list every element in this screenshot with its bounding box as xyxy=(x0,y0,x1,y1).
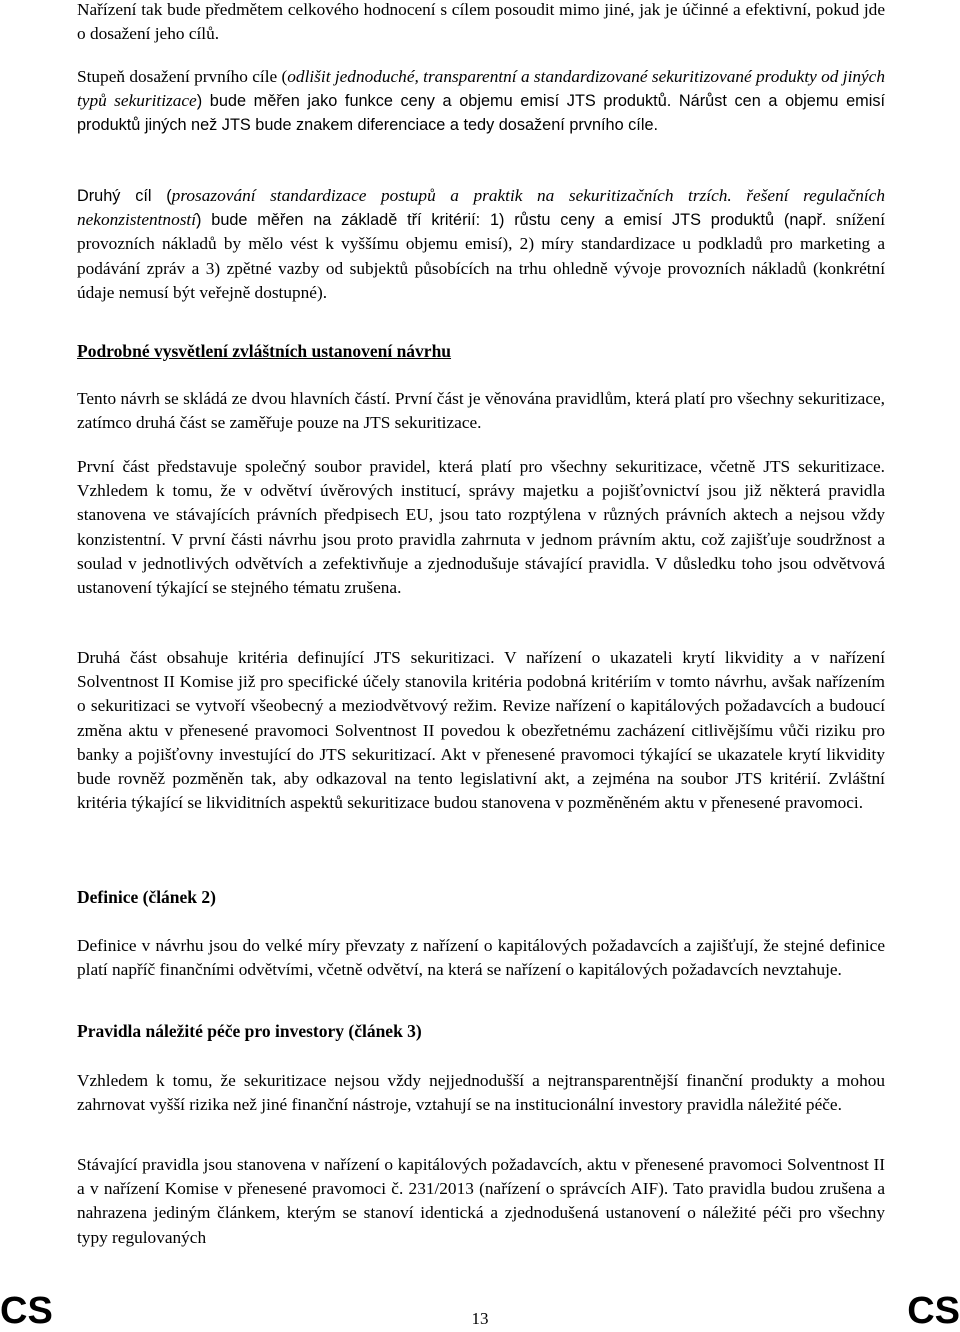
paragraph-structure: Tento návrh se skládá ze dvou hlavních částí. První část je věnována pravidlům, která platí pro všechny sekuritizace, zatímco druhá část se zaměřuje pouze na JTS sekuritizace. xyxy=(77,389,885,433)
second-objective-italic: prosazování standardizace postupů a praktik na sekuritizačních trzích. řešení regulačních nekonzistentností xyxy=(77,186,885,230)
paragraph-second-part: Druhá část obsahuje kritéria definující JTS sekuritizaci. V nařízení o ukazateli krytí likvidity a v nařízení Solventnost II Komise již pro specifické účely stanovila kritéria podobná kritériím v tomto návrhu, avšak nařízením o sekuritizaci se vytvoří všeobecný a meziodvětvový režim. Revize nařízení o kapitálových požadavcích a budoucí změna aktu v přenesené pravomoci Solventnost II povedou k obezřetnému zacházení citlivějšímu vůči riziku pro banky a pojišťovny investující do JTS sekuritizací. Akt v přenesené pravomoci týkající se ukazatele krytí likvidity bude rovněž pozměněn tak, aby odkazoval na tento legislativní akt, a zejména na soubor JTS kritérií. Zvláštní kritéria týkající se likviditních aspektů sekuritizace budou stanovena v pozměněném aktu v přenesené pravomoci. xyxy=(77,648,885,813)
page-number: 13 xyxy=(471,1309,489,1328)
paragraph-definitions: Definice v návrhu jsou do velké míry převzaty z nařízení o kapitálových požadavcích a zajišťují, že stejné definice platí napříč finančními odvětvími, včetně odvětví, na která se nařízení o kapitálových požadavcích nevztahuje. xyxy=(77,936,885,980)
first-objective-italic: odlišit jednoduché, transparentní a standardizované sekuritizované produkty od jiných typů sekuritizace xyxy=(77,67,885,111)
footer-language-right: CS xyxy=(907,1290,960,1332)
heading-definitions: Definice (článek 2) xyxy=(77,887,216,907)
second-objective-lead: Druhý cíl ( xyxy=(77,187,172,205)
paragraph-second-objective xyxy=(77,184,885,305)
heading-detailed-explanation: Podrobné vysvětlení zvláštních ustanovení návrhu xyxy=(77,341,452,361)
first-objective-lead: Stupeň dosažení prvního cíle ( xyxy=(77,67,288,86)
paragraph-due-diligence: Vzhledem k tomu, že sekuritizace nejsou vždy nejjednodušší a nejtransparentnější finanční produkty a mohou zahrnovat vyšší rizika než jiné finanční nástroje, vztahují se na institucionální investory pravidla náležité péče. xyxy=(77,1071,885,1115)
footer-language-left: CS xyxy=(0,1290,53,1332)
second-objective-criteria: ) bude měřen na základě tří kritérií: 1) růstu ceny a emisí JTS produktů (např. xyxy=(196,211,827,230)
first-objective-rest: ) bude měřen jako funkce ceny a objemu emisí JTS produktů. Nárůst cen a objemu emisí produktů jiných než JTS bude znakem diferenciace a tedy dosažení prvního cíle. xyxy=(77,92,885,135)
paragraph-existing-rules: Stávající pravidla jsou stanovena v nařízení o kapitálových požadavcích, aktu v přenesené pravomoci Solventnost II a v nařízení Komise v přenesené pravomoci č. 231/2013 (nařízení o správcích AIF). Tato pravidla budou zrušena a nahrazena jediným článkem, kterým se stanoví identická a zjednodušená ustanovení o náležité péči pro všechny typy regulovaných xyxy=(77,1155,885,1247)
paragraph-first-part: První část představuje společný soubor pravidel, která platí pro všechny sekuritizace, včetně JTS sekuritizace. Vzhledem k tomu, že v odvětví úvěrových institucí, správy majetku a pojišťovnictví jsou již některá pravidla stanovena ve stávajících právních předpisech EU, jsou tato rozptýlena v různých právních aktech a nejsou vždy konzistentní. V první části návrhu jsou proto pravidla zahrnuta v jednom právním aktu, což zajišťuje soudržnost a soulad v jednotlivých odvětvích a zefektivňuje a zjednodušuje stávající pravidla. V důsledku toho jsou odvětvová ustanovení týkající se stejného tématu zrušena. xyxy=(77,457,885,598)
paragraph-first-objective xyxy=(77,65,885,138)
paragraph-evaluation: Nařízení tak bude předmětem celkového hodnocení s cílem posoudit mimo jiné, jak je účinné a efektivní, pokud jde o dosažení jeho cílů. xyxy=(77,0,885,44)
heading-due-diligence: Pravidla náležité péče pro investory (článek 3) xyxy=(77,1021,422,1041)
second-objective-rest: snížení provozních nákladů by mělo vést k vyššímu objemu emisí), 2) míry standardizace u podkladů pro marketing a podávání zpráv a 3) zpětné vazby od subjektů působících na trhu ohledně vývoje provozních nákladů (konkrétní údaje nemusí být veřejně dostupné). xyxy=(77,210,886,302)
